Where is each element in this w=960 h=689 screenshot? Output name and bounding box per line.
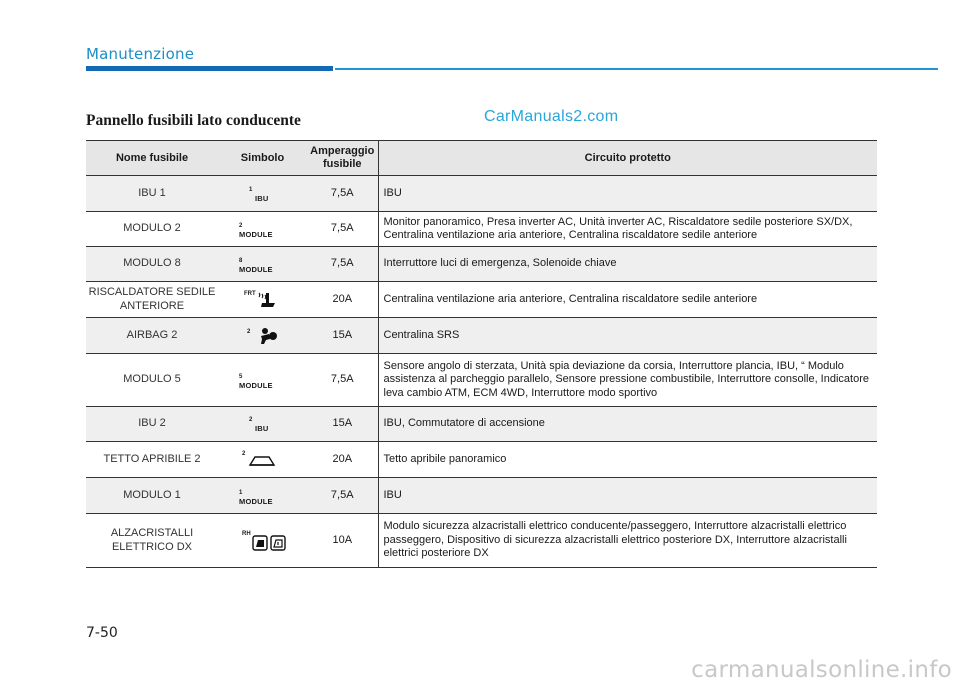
module-icon: MODULE [239, 230, 273, 239]
fuse-amperage: 15A [307, 407, 378, 442]
fuse-circuit: Centralina ventilazione aria anteriore, Centralina riscaldatore sedile anteriore [378, 282, 877, 318]
ibu-icon: IBU [255, 424, 269, 433]
table-row [86, 407, 877, 442]
symbol-index: 2 [242, 450, 246, 457]
fuse-symbol [218, 247, 307, 282]
module-icon: MODULE [239, 381, 273, 390]
symbol-index: 2 [247, 328, 251, 335]
table-row [86, 514, 877, 568]
fuse-table [86, 140, 877, 568]
symbol-index: 8 [239, 258, 243, 264]
table-row [86, 247, 877, 282]
fuse-symbol [218, 354, 307, 407]
module-icon: MODULE [239, 496, 273, 506]
fuse-circuit: Tetto apribile panoramico [378, 442, 877, 478]
fuse-circuit: Sensore angolo di sterzata, Unità spia deviazione da corsia, Interruttore plancia, IBU, “ Modulo assistenza al parcheggio parallelo, Sensore pressione combustibile, Interruttore consolle, Indicatore leva cambio ATM, ECM 4WD, Interruttore modo sportivo [378, 354, 877, 407]
header-symbol: Simbolo [218, 141, 307, 176]
fuse-circuit: IBU [378, 478, 877, 514]
header-circuit: Circuito protetto [378, 141, 877, 176]
panel-title: Pannello fusibili lato conducente [86, 112, 301, 129]
fuse-amperage: 20A [307, 282, 378, 318]
fuse-amperage: 7,5A [307, 354, 378, 407]
fuse-name: MODULO 1 [86, 478, 218, 514]
table-row [86, 354, 877, 407]
symbol-index: 5 [239, 374, 243, 380]
section-title: Manutenzione [86, 45, 195, 63]
sunroof-icon [248, 453, 276, 474]
fuse-name: RISCALDATORE SEDILE ANTERIORE [86, 282, 218, 318]
power-window-icon [252, 534, 286, 557]
fuse-amperage: 7,5A [307, 212, 378, 247]
fuse-symbol [218, 212, 307, 247]
table-row [86, 212, 877, 247]
fuse-circuit: IBU, Commutatore di accensione [378, 407, 877, 442]
fuse-symbol [218, 407, 307, 442]
fuse-name: ALZACRISTALLI ELETTRICO DX [86, 514, 218, 568]
symbol-index: RH [242, 530, 251, 537]
ibu-icon: IBU [255, 193, 269, 203]
table-row [86, 282, 877, 318]
airbag-icon [256, 327, 278, 350]
header-amperage: Amperaggio fusibile [307, 141, 378, 176]
fuse-name: IBU 1 [86, 176, 218, 212]
fuse-name: MODULO 2 [86, 212, 218, 247]
fuse-circuit: Monitor panoramico, Presa inverter AC, Unità inverter AC, Riscaldatore sedile posteriore SX/DX, Centralina ventilazione aria anteriore, Centralina riscaldatore sedile anteriore [378, 212, 877, 247]
symbol-index: 2 [239, 223, 243, 229]
fuse-symbol [218, 514, 307, 568]
symbol-index: 1 [249, 186, 253, 193]
fuse-circuit: Modulo sicurezza alzacristalli elettrico conducente/passeggero, Interruttore alzacristalli elettrico passeggero, Dispositivo di sicurezza alzacristalli elettrico posteriore DX, Interruttore alzacristalli elettrici posteriore DX [378, 514, 877, 568]
header-rule-dark [86, 66, 333, 71]
fuse-circuit: Centralina SRS [378, 318, 877, 354]
fuse-amperage: 15A [307, 318, 378, 354]
fuse-amperage: 7,5A [307, 247, 378, 282]
fuse-amperage: 7,5A [307, 478, 378, 514]
fuse-symbol [218, 318, 307, 354]
symbol-index: 2 [249, 417, 253, 423]
fuse-name: AIRBAG 2 [86, 318, 218, 354]
fuse-symbol [218, 442, 307, 478]
symbol-index: 1 [239, 489, 243, 496]
fuse-symbol [218, 282, 307, 318]
fuse-symbol [218, 478, 307, 514]
fuse-circuit: Interruttore luci di emergenza, Solenoide chiave [378, 247, 877, 282]
header-name: Nome fusibile [86, 141, 218, 176]
table-header-row [86, 141, 877, 176]
watermark-bottom: carmanualsonline.info [691, 657, 952, 683]
page-number: 7-50 [86, 625, 118, 641]
table-row [86, 176, 877, 212]
fuse-amperage: 20A [307, 442, 378, 478]
seat-heater-icon [256, 291, 278, 314]
fuse-name: IBU 2 [86, 407, 218, 442]
header-rule-light [335, 68, 938, 70]
fuse-name: MODULO 8 [86, 247, 218, 282]
symbol-index: FRT [244, 290, 256, 297]
fuse-name: TETTO APRIBILE 2 [86, 442, 218, 478]
watermark-top: CarManuals2.com [484, 108, 619, 125]
fuse-symbol [218, 176, 307, 212]
table-row [86, 478, 877, 514]
fuse-name: MODULO 5 [86, 354, 218, 407]
fuse-amperage: 10A [307, 514, 378, 568]
module-icon: MODULE [239, 265, 273, 274]
fuse-circuit: IBU [378, 176, 877, 212]
fuse-amperage: 7,5A [307, 176, 378, 212]
table-row [86, 442, 877, 478]
table-row [86, 318, 877, 354]
